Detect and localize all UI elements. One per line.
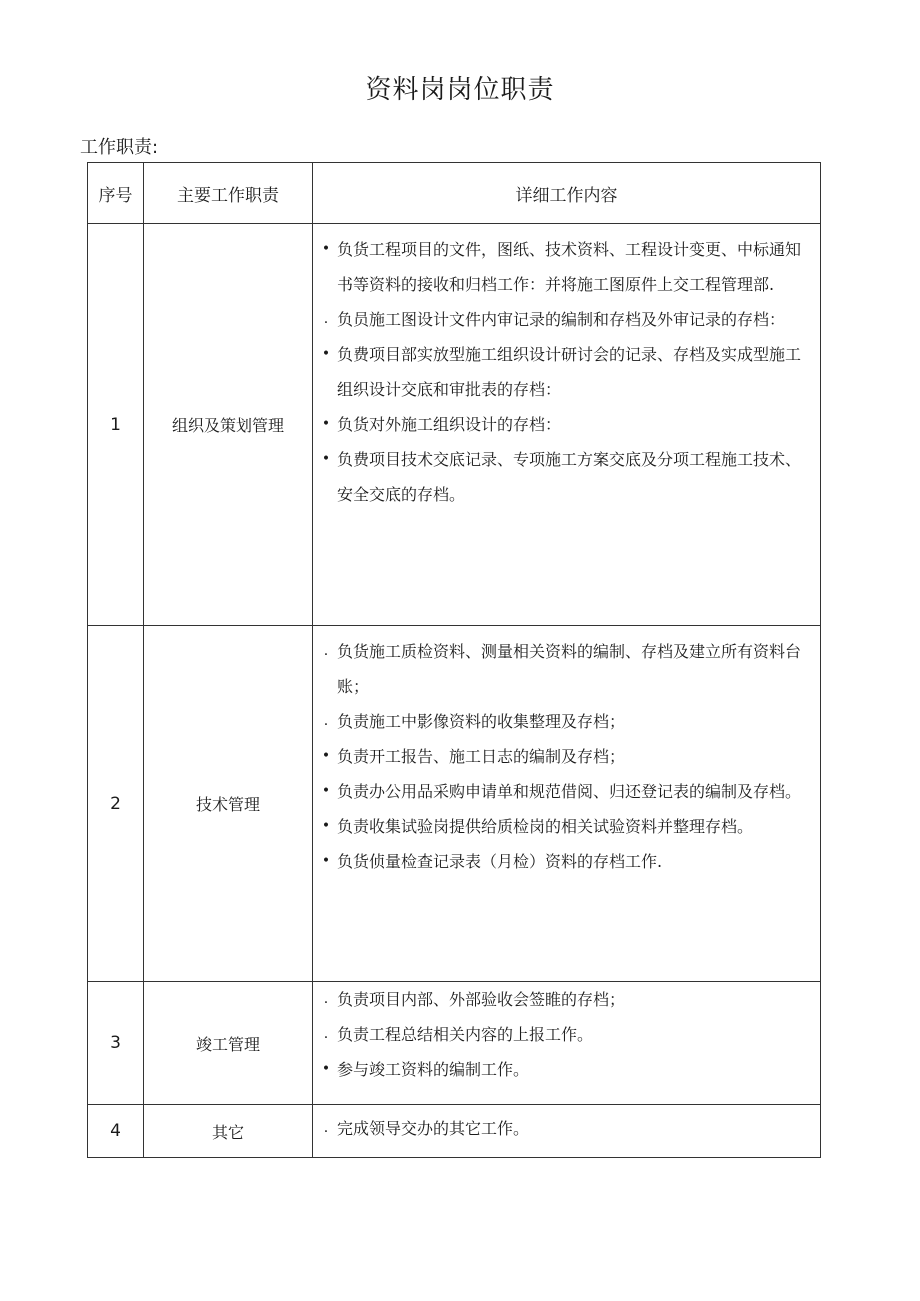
bullet-icon: . [323,643,329,659]
list-item [315,844,816,879]
item-text: 负费项目部实放型施工组织设计研讨会的记录、存档及实成型施工组织设计交底和审批表的存档： [337,345,802,399]
detail-cell [313,626,821,982]
detail-cell [313,1105,821,1158]
bullet-icon: • [321,748,331,764]
item-text: 负货对外施工组织设计的存档： [337,415,562,434]
header-main-duty: 主要工作职责 [144,163,313,224]
detail-cell [313,982,821,1105]
main-duty: 组织及策划管理 [144,224,313,626]
list-item [315,704,816,739]
item-text: 负货工程项目的文件，图纸、技术资料、工程设计变更、中标通知书等资料的接收和归档工作：并将施工图原件上交工程管理部. [337,240,802,294]
row-number: 1 [88,224,144,626]
bullet-icon: • [321,451,331,467]
detail-list [313,1105,820,1146]
item-text: 完成领导交办的其它工作。 [337,1119,530,1138]
list-item [315,982,816,1017]
list-item [315,1017,816,1052]
bullet-icon: . [323,1026,329,1042]
row-number: 3 [88,982,144,1105]
table-row [88,982,821,1105]
item-text: 负责开工报告、施工日志的编制及存档； [337,747,626,766]
item-text: 负责施工中影像资料的收集整理及存档； [337,712,626,731]
bullet-icon: • [321,818,331,834]
duty-table [87,162,821,1158]
detail-list [313,224,820,512]
detail-list [313,626,820,879]
list-item [315,442,816,512]
item-text: 负货施工质检资料、测量相关资料的编制、存档及建立所有资料台账； [337,642,802,696]
bullet-icon: . [323,1120,329,1136]
bullet-icon: • [321,241,331,257]
item-text: 负责办公用品采购申请单和规范借阅、归还登记表的编制及存档。 [337,782,802,801]
list-item [315,809,816,844]
bullet-icon: . [323,991,329,1007]
main-duty: 其它 [144,1105,313,1158]
row-number: 4 [88,1105,144,1158]
bullet-icon: . [323,311,329,327]
item-text: 参与竣工资料的编制工作。 [337,1060,530,1079]
list-item [315,302,816,337]
list-item [315,232,816,302]
item-text: 负责收集试验岗提供给质检岗的相关试验资料并整理存档。 [337,817,754,836]
bullet-icon: • [321,783,331,799]
table-row [88,224,821,626]
bullet-icon: • [321,346,331,362]
item-text: 负责工程总结相关内容的上报工作。 [337,1025,594,1044]
bullet-icon: • [321,416,331,432]
bullet-icon: • [321,853,331,869]
bullet-icon: . [323,713,329,729]
item-text: 负费项目技术交底记录、专项施工方案交底及分项工程施工技术、安全交底的存档。 [337,450,802,504]
main-duty: 技术管理 [144,626,313,982]
header-no: 序号 [88,163,144,224]
list-item [315,1052,816,1087]
document-title: 资料岗岗位职责 [365,75,555,105]
table-row [88,1105,821,1158]
table-row [88,626,821,982]
section-label: 工作职责: [80,137,159,158]
item-text: 负员施工图设计文件内审记录的编制和存档及外审记录的存档： [337,310,786,329]
item-text: 负责项目内部、外部验收会签睢的存档； [337,990,626,1009]
header-detail: 详细工作内容 [313,163,821,224]
item-text: 负货侦量检查记录表（月检）资料的存档工作. [337,852,663,871]
list-item [315,337,816,407]
list-item [315,1111,816,1146]
table-header-row [88,163,821,224]
list-item [315,774,816,809]
list-item [315,739,816,774]
list-item [315,407,816,442]
bullet-icon: • [321,1061,331,1077]
detail-cell [313,224,821,626]
list-item [315,634,816,704]
row-number: 2 [88,626,144,982]
detail-list [313,982,820,1087]
main-duty: 竣工管理 [144,982,313,1105]
